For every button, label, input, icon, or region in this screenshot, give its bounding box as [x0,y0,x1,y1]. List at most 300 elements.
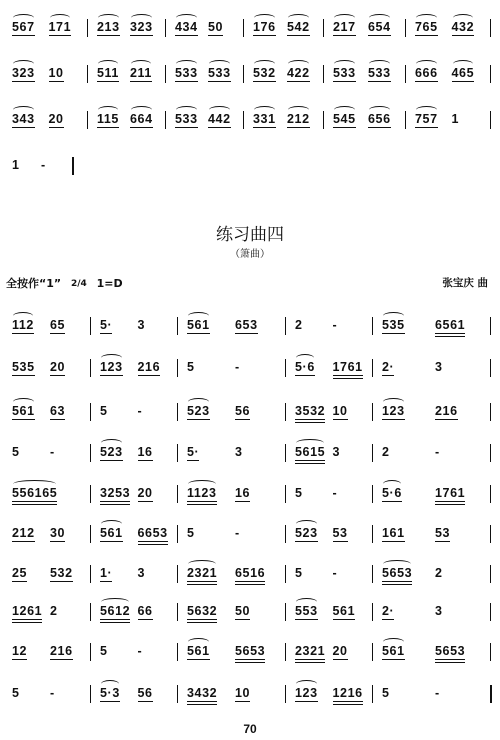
key-signature: 1=D [96,277,123,290]
note-text: 465 [451,66,475,80]
beam-line [235,581,265,582]
bar-line [490,111,491,129]
beam-line [100,333,112,334]
bar-line [177,403,178,421]
note-text: 561 [382,644,405,658]
score-measure [289,360,376,384]
note-text: 545 [333,112,356,126]
note-group [100,644,108,658]
note-group [235,404,250,418]
note-text: 10 [332,404,348,418]
note-text: 176 [253,20,276,34]
beam-line [97,81,119,82]
note-group [415,112,438,126]
note-text: 20 [137,486,153,500]
slur [101,680,119,688]
slur [13,398,34,406]
note-text: 5·6 [382,486,402,500]
time-signature: 2/4 [70,278,87,289]
note-text: 3 [137,318,146,332]
note-group [333,486,338,500]
bar-line [177,444,178,462]
note-group [368,20,391,34]
beam-line [187,619,217,620]
bar-line [323,19,324,37]
note-text: 2 [295,318,303,332]
bar-line [177,317,178,335]
note-text: 561 [187,644,210,658]
note-group [100,604,130,618]
score-measure [289,644,376,668]
beam-line [138,375,161,376]
note-text: 567 [12,20,35,34]
beam-line [435,501,465,502]
beam-line [138,619,153,620]
slur [101,520,122,528]
score-measure [6,566,94,590]
beam-line [415,127,438,128]
bar-line [90,685,91,703]
note-group [382,604,394,618]
note-text: 5 [12,686,20,700]
beam-line [130,35,153,36]
note-text: 656 [368,112,391,126]
note-text: 2321 [187,566,218,580]
score-measure [376,526,494,550]
triplet-slur [254,14,275,22]
beam-line [295,419,325,420]
note-group [50,526,65,540]
note-group [435,445,440,459]
beam-line [382,659,405,660]
triplet-slur [13,14,34,22]
score-measure [94,686,181,710]
note-text: 5615 [295,445,326,459]
beam-line [235,701,250,702]
triplet-slur [209,106,230,114]
note-group [49,20,72,34]
fingering-note: 全按作“1” [6,277,62,290]
note-text: - [235,360,240,374]
note-group [235,526,240,540]
score-measure [94,445,181,469]
note-text: 6653 [137,526,168,540]
beam-line [12,333,34,334]
bar-line [372,403,373,421]
triplet-slur [369,14,390,22]
note-text: 5· [187,445,200,459]
note-group [12,526,35,540]
triplet-slur [131,106,152,114]
beam-line [49,35,72,36]
beam-line [295,541,318,542]
note-text: 12 [12,644,28,658]
note-group [187,445,199,459]
note-group [435,604,443,618]
note-group [12,158,20,172]
score-measure [181,526,289,550]
bar-line [177,525,178,543]
bar-line [87,65,88,83]
note-group [12,686,20,700]
note-text: 532 [253,66,276,80]
bar-line [490,65,491,83]
note-text: 5 [100,644,108,658]
note-group [235,644,265,658]
triplet-slur [176,14,197,22]
note-group [175,112,198,126]
note-group [333,445,341,459]
note-text: 2 [50,604,58,618]
slur [296,354,314,362]
score-measure [181,686,289,710]
note-group [187,318,210,332]
note-text: 115 [97,112,119,126]
score-measure [91,20,169,44]
note-text: 56 [235,404,251,418]
beam-line [253,127,276,128]
triplet-slur [416,14,437,22]
note-text: 434 [175,20,198,34]
note-group [295,526,318,540]
slur [296,439,324,447]
beam-line [49,127,64,128]
beam-line [382,581,412,582]
score-measure [289,404,376,428]
bar-line [490,603,491,621]
beam-line [97,35,120,36]
note-group [100,360,123,374]
bar-line [490,317,491,335]
beam-line [97,127,119,128]
note-group [295,486,303,500]
slur [101,439,122,447]
beam-line [382,375,394,376]
slur [383,560,411,568]
note-group [100,404,108,418]
score-measure [169,112,247,136]
beam-line [100,581,112,582]
note-group [175,20,198,34]
beam-line [253,81,276,82]
note-text: 3 [435,360,443,374]
bar-line [165,111,166,129]
bar-line [90,317,91,335]
note-group [12,566,27,580]
note-text: 1261 [12,604,43,618]
triplet-slur [209,60,230,68]
note-text: 20 [48,112,64,126]
beam-line [50,581,73,582]
note-text: 3253 [100,486,131,500]
score-measure [247,66,327,90]
beam-line [12,659,27,660]
beam-line [12,619,42,620]
note-group [208,20,223,34]
beam-line [382,419,405,420]
note-text: 123 [100,360,123,374]
beam-line [415,35,438,36]
beam-line [295,701,318,702]
triplet-slur [334,60,355,68]
bar-line [177,485,178,503]
bar-line [490,485,491,503]
note-group [97,112,119,126]
note-group [100,686,120,700]
score-measure [409,20,494,44]
note-group [253,112,276,126]
beam-line [368,127,391,128]
note-group [382,360,394,374]
note-group [452,20,475,34]
note-group [187,566,217,580]
note-text: 213 [97,20,120,34]
beam-line [435,662,465,663]
triplet-slur [131,60,151,68]
triplet-slur [416,106,437,114]
note-group [138,526,168,540]
score-measure [327,20,409,44]
note-text: 3 [332,445,341,459]
note-group [50,604,58,618]
note-group [287,112,310,126]
note-group [175,66,198,80]
score-measure [181,604,289,628]
beam-line [235,419,250,420]
note-group [138,686,153,700]
note-group [333,644,348,658]
slur [101,598,129,606]
triplet-slur [254,60,275,68]
bar-line [72,157,74,175]
note-group [287,20,310,34]
piece-header [6,275,123,291]
score-measure [94,486,181,510]
note-group [138,318,146,332]
note-text: 63 [50,404,66,418]
note-group [295,318,303,332]
bar-line [87,111,88,129]
bar-line [285,403,286,421]
bar-line [90,403,91,421]
beam-line [333,378,363,379]
bar-line [285,525,286,543]
note-group [12,486,57,500]
note-text: 561 [332,604,356,618]
bar-line [285,317,286,335]
beam-line [287,81,310,82]
note-text: 561 [187,318,210,332]
bar-line [243,65,244,83]
note-group [187,486,217,500]
note-text: 53 [332,526,348,540]
note-group [50,644,73,658]
bar-line [490,359,491,377]
beam-line [415,81,438,82]
score-measure [6,445,94,469]
note-text: 5 [12,445,20,459]
score-measure [289,526,376,550]
note-group [295,404,325,418]
bar-line [490,403,491,421]
score-row [6,158,494,182]
score-measure [289,486,376,510]
beam-line [187,501,217,502]
beam-line [175,81,198,82]
note-text: 66 [137,604,153,618]
note-group [435,566,443,580]
score-measure [181,445,289,469]
note-group [435,318,465,332]
beam-line [187,701,217,702]
beam-line [333,81,356,82]
beam-line [287,35,310,36]
note-group [333,526,348,540]
note-text: 10 [48,66,64,80]
note-group [50,686,55,700]
triplet-slur [98,60,118,68]
beam-line [138,544,168,545]
beam-line [235,619,250,620]
note-text: 5653 [235,644,266,658]
note-text: 123 [295,686,318,700]
beam-line [12,504,57,505]
beam-line [333,541,348,542]
note-text: - [50,686,55,700]
note-text: 323 [130,20,153,34]
score-measure [181,644,289,668]
beam-line [382,584,412,585]
note-group [187,404,210,418]
note-group [295,604,318,618]
note-group [138,644,143,658]
note-text: 3 [137,566,146,580]
score-measure [94,604,181,628]
note-text: 1216 [332,686,363,700]
bar-line [372,685,373,703]
note-text: - [235,526,240,540]
bar-line [90,444,91,462]
beam-line [452,81,475,82]
note-group [333,604,356,618]
slur [296,680,317,688]
note-text: 123 [382,404,405,418]
note-text: 765 [415,20,438,34]
note-group [187,604,217,618]
score-measure [409,112,494,136]
note-group [333,566,338,580]
note-text: 25 [12,566,28,580]
note-group [100,318,112,332]
note-text: 3432 [187,686,218,700]
beam-line [12,81,35,82]
note-group [100,566,112,580]
score-row [6,566,494,590]
bar-line [323,65,324,83]
note-text: 2321 [295,644,326,658]
score-measure [289,604,376,628]
bar-line [372,359,373,377]
beam-line [435,333,465,334]
note-group [452,112,460,126]
note-group [382,686,390,700]
beam-line [295,662,325,663]
note-text: - [137,644,143,658]
note-text: 1761 [435,486,466,500]
slur [13,480,56,488]
score-row [6,404,494,428]
note-text: 3532 [295,404,326,418]
note-text: 331 [253,112,276,126]
note-text: 666 [415,66,438,80]
note-text: 50 [208,20,224,34]
note-text: 532 [50,566,73,580]
note-text: 217 [333,20,356,34]
note-text: 2 [382,445,390,459]
score-measure [181,566,289,590]
note-group [415,20,438,34]
note-group [333,66,356,80]
beam-line [333,375,363,376]
note-text: 161 [382,526,405,540]
note-group [49,112,64,126]
note-text: 3 [435,604,443,618]
note-text: 523 [295,526,318,540]
note-group [12,360,35,374]
score-measure [6,604,94,628]
triplet-slur [98,14,119,22]
score-measure [376,360,494,384]
bar-line [177,565,178,583]
beam-line [295,659,325,660]
triplet-slur [369,106,390,114]
bar-line [177,603,178,621]
note-text: 50 [235,604,251,618]
slur [13,312,33,320]
note-group [435,360,443,374]
beam-line [175,127,198,128]
beam-line [138,541,168,542]
beam-line [12,419,35,420]
score-measure [181,404,289,428]
note-group [130,66,152,80]
bar-line [372,603,373,621]
triplet-slur [176,106,197,114]
score-measure [6,66,91,90]
note-group [12,604,42,618]
bar-line [490,685,492,703]
beam-line [130,81,152,82]
note-group [333,686,363,700]
slur [296,598,317,606]
bar-line [90,359,91,377]
note-group [382,404,405,418]
bar-line [285,565,286,583]
triplet-slur [131,14,152,22]
note-text: 216 [137,360,161,374]
beam-line [187,584,217,585]
beam-line [138,460,153,461]
slur [383,398,404,406]
triplet-slur [13,60,34,68]
note-text: 1· [100,566,113,580]
slur [188,312,209,320]
note-group [333,20,356,34]
beam-line [50,375,65,376]
score-measure [94,318,181,342]
score-measure [94,526,181,550]
bar-line [285,643,286,661]
